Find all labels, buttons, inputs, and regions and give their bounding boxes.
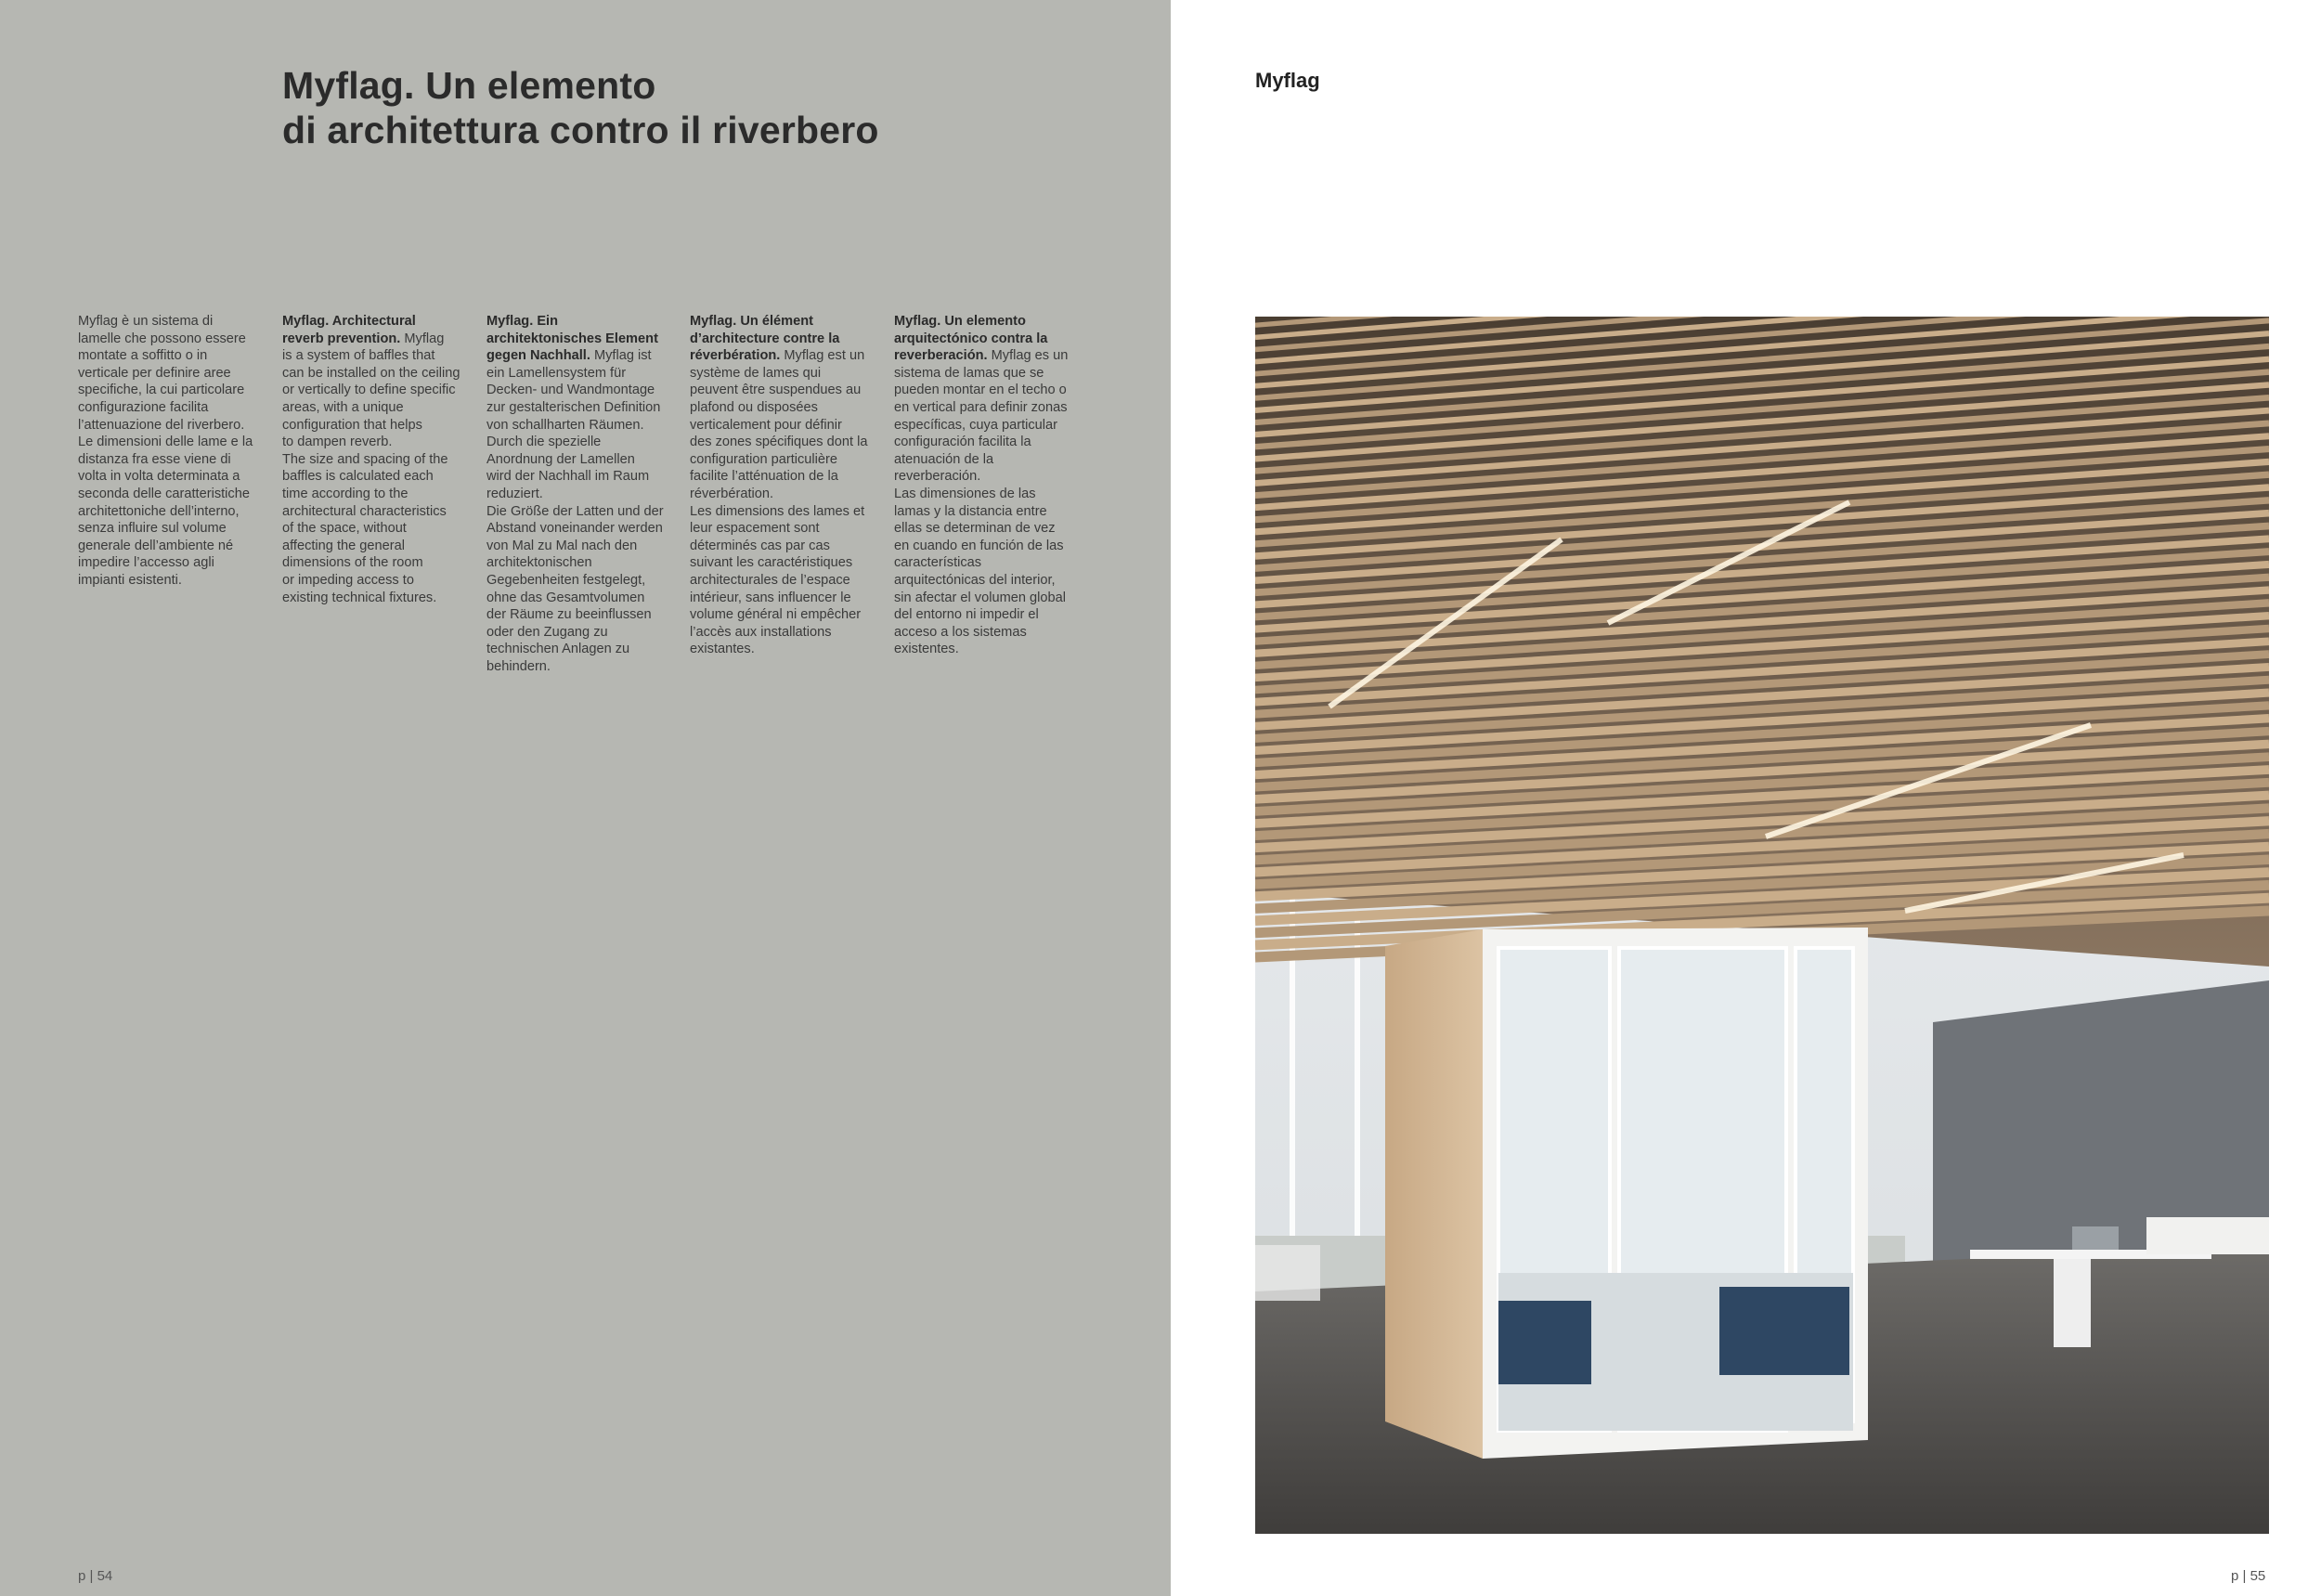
column-heading-tail: Myflag est un — [780, 348, 865, 364]
column-heading-line — [282, 313, 477, 331]
column-text-line: areas, with a unique — [282, 399, 404, 415]
text-column-german — [486, 313, 681, 675]
column-text-line: architektonischen — [486, 555, 592, 571]
column-text-line: to dampen reverb. — [282, 435, 393, 450]
column-text-line: reduziert. — [486, 486, 543, 501]
column-text-line: l’accès aux installations — [690, 624, 832, 640]
column-text-line: en cuando en función de las — [894, 538, 1064, 553]
column-text-line: zur gestalterischen Definition — [486, 399, 661, 415]
column-heading-bold: Myflag. Un élément — [690, 314, 813, 329]
column-text-line: generale dell’ambiente né — [78, 538, 234, 553]
column-text-line: impedire l’accesso agli — [78, 555, 214, 571]
column-text-line: configuración facilita la — [894, 435, 1031, 450]
column-text-line: Durch die spezielle — [486, 435, 602, 450]
column-text-line: plafond ou disposées — [690, 399, 818, 415]
column-heading-line — [690, 331, 885, 348]
column-text-line: montate a soffitto o in — [78, 348, 208, 364]
column-heading-line — [894, 347, 1089, 365]
column-text-line: Las dimensiones de las — [894, 486, 1036, 501]
column-text-line: dimensions of the room — [282, 555, 423, 571]
column-text-line: time according to the — [282, 486, 408, 501]
column-text-line: affecting the general — [282, 538, 405, 553]
column-text-line: ein Lamellensystem für — [486, 365, 627, 381]
column-text-line: technischen Anlagen zu — [486, 642, 630, 657]
column-text-line: déterminés cas par cas — [690, 538, 830, 553]
column-text-line: configurazione facilita — [78, 399, 209, 415]
column-heading-bold: arquitectónico contra la — [894, 331, 1048, 346]
page-title-line-2: di architettura contro il riverbero — [282, 109, 879, 151]
column-heading-line — [690, 313, 885, 331]
text-column-spanish — [894, 313, 1089, 658]
text-column-english — [282, 313, 477, 606]
column-text-line: lamas y la distancia entre — [894, 503, 1047, 519]
column-text-line: von Mal zu Mal nach den — [486, 538, 638, 553]
page-number-left: p | 54 — [78, 1568, 113, 1584]
column-text-line: Gegebenheiten festgelegt, — [486, 572, 646, 588]
column-text-line: Anordnung der Lamellen — [486, 451, 635, 467]
column-heading-line — [486, 331, 681, 348]
column-text-line: of the space, without — [282, 521, 407, 537]
page-number-right: p | 55 — [2231, 1568, 2266, 1584]
text-column-french — [690, 313, 885, 658]
column-text-line: pueden montar en el techo o — [894, 383, 1067, 398]
column-heading-line — [894, 313, 1089, 331]
column-heading-bold: Myflag. Ein — [486, 314, 559, 329]
column-text-line: configuration that helps — [282, 417, 422, 433]
column-heading-bold: Myflag. Un elemento — [894, 314, 1026, 329]
brand-heading: Myflag — [1255, 69, 1320, 92]
product-photo — [1255, 317, 2269, 1534]
column-heading-line — [282, 331, 477, 348]
column-text-line: específicas, cuya particular — [894, 417, 1058, 433]
column-text-line: ellas se determinan de vez — [894, 521, 1056, 537]
column-text-line: arquitectónicas del interior, — [894, 572, 1056, 588]
column-text-line: características — [894, 555, 982, 571]
column-text-line: sistema de lamas que se — [894, 365, 1044, 381]
column-text-line: or impeding access to — [282, 572, 414, 588]
column-heading-line — [690, 347, 885, 365]
column-text-line: existantes. — [690, 642, 755, 657]
column-heading-bold: architektonisches Element — [486, 331, 658, 346]
column-text-line: peuvent être suspendues au — [690, 383, 862, 398]
column-text-line: baffles is calculated each — [282, 469, 434, 485]
column-text-line: senza influire sul volume — [78, 521, 227, 537]
page-title — [282, 63, 988, 152]
column-heading-tail: Myflag es un — [987, 348, 1069, 364]
column-heading-bold: reverb prevention. — [282, 331, 401, 346]
column-text-line: behindern. — [486, 658, 551, 674]
column-text-line: is a system of baffles that — [282, 348, 435, 364]
column-text-line: reverberación. — [894, 469, 981, 485]
column-text-line: existing technical fixtures. — [282, 590, 437, 605]
column-text-line: Le dimensioni delle lame e la — [78, 435, 253, 450]
column-text-line: The size and spacing of the — [282, 451, 448, 467]
column-text-line: facilite l’atténuation de la — [690, 469, 838, 485]
column-heading-bold: réverbération. — [690, 348, 781, 364]
column-text-line: lamelle che possono essere — [78, 331, 246, 346]
text-column-italian — [78, 313, 273, 590]
column-heading-tail: Myflag ist — [590, 348, 652, 364]
column-text-line: sin afectar el volumen global — [894, 590, 1066, 605]
column-text-line: en vertical para definir zonas — [894, 399, 1068, 415]
column-text-line: atenuación de la — [894, 451, 994, 467]
page-title-line-1: Myflag. Un elemento — [282, 64, 656, 107]
column-text-line: Die Größe der Latten und der — [486, 503, 664, 519]
column-text-line: acceso a los sistemas — [894, 624, 1027, 640]
column-text-line: verticalement pour définir — [690, 417, 842, 433]
column-text-line: des zones spécifiques dont la — [690, 435, 868, 450]
column-text-line: Myflag è un sistema di — [78, 314, 214, 329]
column-text-line: can be installed on the ceiling — [282, 365, 460, 381]
column-heading-bold: Myflag. Architectural — [282, 314, 416, 329]
column-text-line: configuration particulière — [690, 451, 837, 467]
column-text-line: seconda delle caratteristiche — [78, 486, 250, 501]
column-text-line: von schallharten Räumen. — [486, 417, 644, 433]
column-text-line: or vertically to define specific — [282, 383, 456, 398]
column-text-line: del entorno ni impedir el — [894, 607, 1039, 623]
column-text-line: oder den Zugang zu — [486, 624, 608, 640]
column-text-line: leur espacement sont — [690, 521, 820, 537]
column-text-line: existentes. — [894, 642, 959, 657]
column-heading-bold: reverberación. — [894, 348, 988, 364]
column-text-line: l’attenuazione del riverbero. — [78, 417, 245, 433]
column-text-line: volume général ni empêcher — [690, 607, 862, 623]
column-text-line: architectural characteristics — [282, 503, 447, 519]
column-heading-bold: d’architecture contre la — [690, 331, 840, 346]
column-text-line: impianti esistenti. — [78, 572, 182, 588]
column-text-line: distanza fra esse viene di — [78, 451, 231, 467]
column-heading-line — [486, 347, 681, 365]
column-text-line: intérieur, sans influencer le — [690, 590, 851, 605]
column-heading-bold: gegen Nachhall. — [486, 348, 590, 364]
column-text-line: Abstand voneinander werden — [486, 521, 663, 537]
column-text-line: réverbération. — [690, 486, 774, 501]
column-text-line: Les dimensions des lames et — [690, 503, 865, 519]
column-text-line: Decken- und Wandmontage — [486, 383, 655, 398]
column-text-line: volta in volta determinata a — [78, 469, 240, 485]
column-text-line: wird der Nachhall im Raum — [486, 469, 650, 485]
column-text-line: ohne das Gesamtvolumen — [486, 590, 645, 605]
column-text-line: architettoniche dell’interno, — [78, 503, 240, 519]
column-heading-line — [894, 331, 1089, 348]
column-text-line: suivant les caractéristiques — [690, 555, 853, 571]
column-text-line: système de lames qui — [690, 365, 822, 381]
column-text-line: verticale per definire aree — [78, 365, 231, 381]
column-heading-line — [486, 313, 681, 331]
column-heading-tail: Myflag — [400, 331, 445, 346]
column-text-line: der Räume zu beeinflussen — [486, 607, 652, 623]
column-text-line: architecturales de l’espace — [690, 572, 850, 588]
column-text-line: specifiche, la cui particolare — [78, 383, 245, 398]
